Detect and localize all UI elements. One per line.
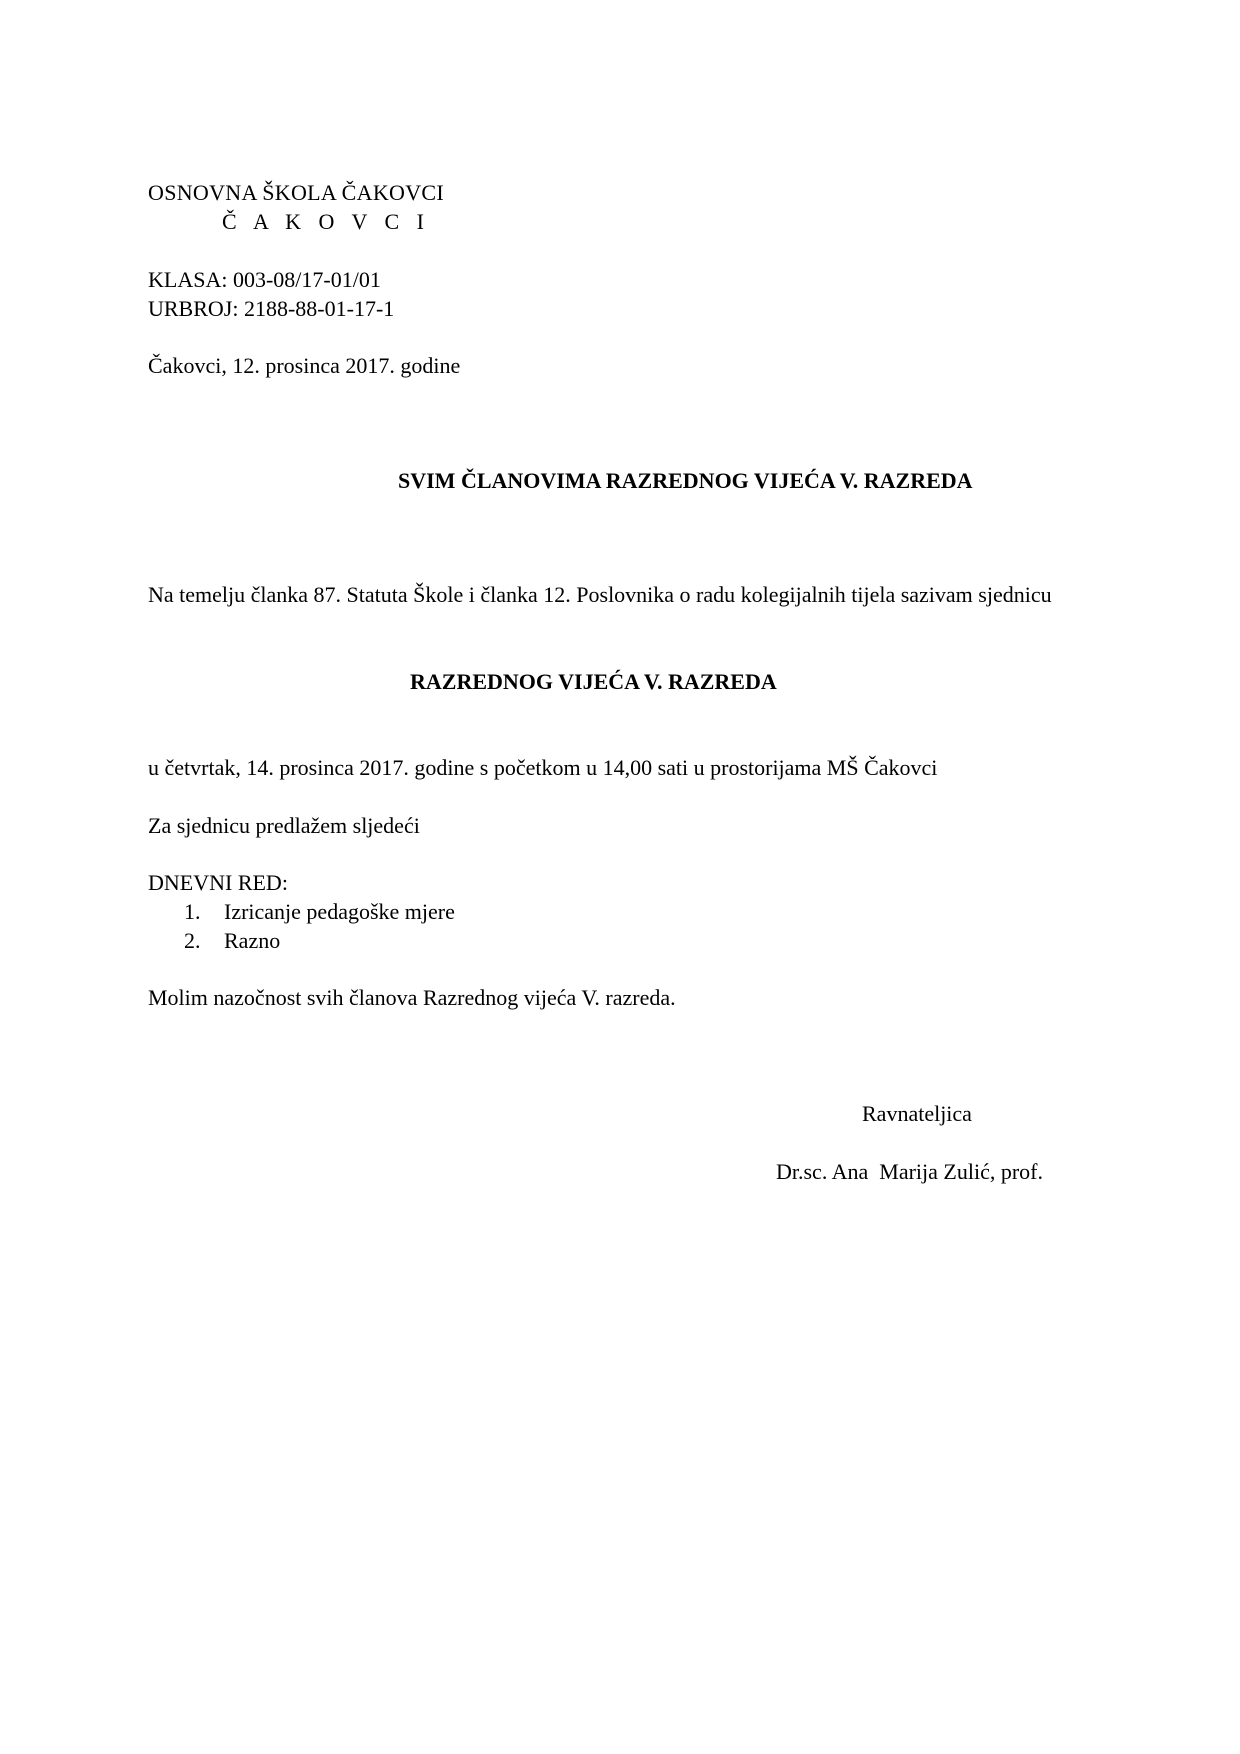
school-city: Č A K O V C I [222,209,431,234]
addressee-heading: SVIM ČLANOVIMA RAZREDNOG VIJEĆA V. RAZREDA [398,468,973,493]
urbroj-line: URBROJ: 2188-88-01-17-1 [148,296,395,321]
signature-title: Ravnateljica [862,1101,972,1126]
agenda-item-text: Izricanje pedagoške mjere [224,899,455,924]
proposal-line: Za sjednicu predlažem sljedeći [148,813,420,838]
intro-paragraph: Na temelju članka 87. Statuta Škole i članka 12. Poslovnika o radu kolegijalnih tijela sazivam sjednicu [148,582,1052,607]
agenda-item-text: Razno [224,928,281,953]
agenda-item-number: 2. [184,928,201,953]
agenda-heading: DNEVNI RED: [148,870,288,895]
signature-name: Dr.sc. Ana Marija Zulić, prof. [776,1159,1043,1184]
school-name: OSNOVNA ŠKOLA ČAKOVCI [148,180,444,205]
klasa-line: KLASA: 003-08/17-01/01 [148,267,381,292]
closing-line: Molim nazočnost svih članova Razrednog vijeća V. razreda. [148,985,676,1010]
meeting-title: RAZREDNOG VIJEĆA V. RAZREDA [410,669,777,694]
meeting-details: u četvrtak, 14. prosinca 2017. godine s početkom u 14,00 sati u prostorijama MŠ Čakovci [148,755,938,780]
agenda-item-number: 1. [184,899,201,924]
date-line: Čakovci, 12. prosinca 2017. godine [148,353,461,378]
